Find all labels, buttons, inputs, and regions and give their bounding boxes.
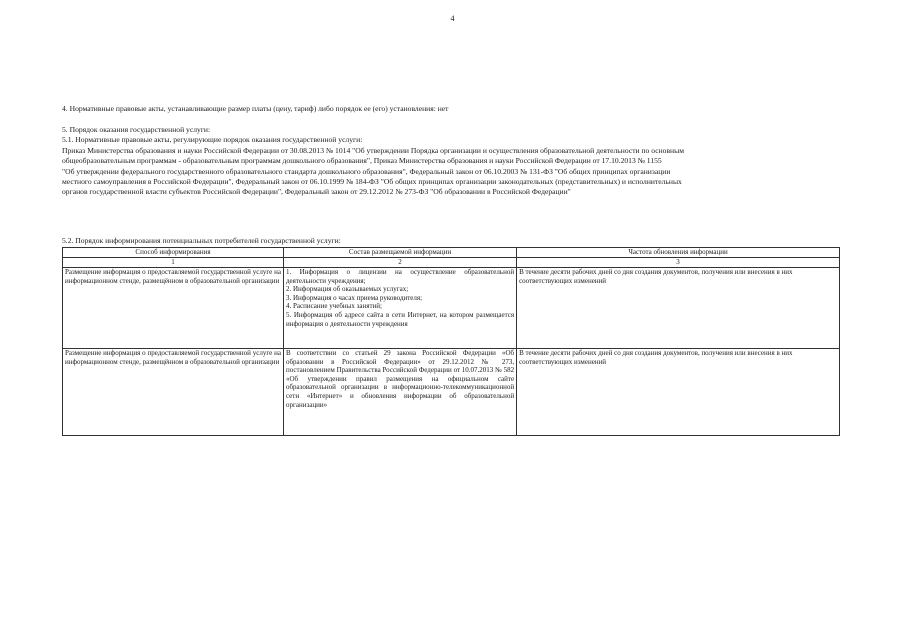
content-item: 1. Информация о лицензии на осуществление образовательной деятельности учреждения; (285, 268, 515, 285)
regulation-line: органов государственной власти субъектов Российской Федерации", Федеральный закон от 29.12.2012 № 273-ФЗ "Об образовании в Российской Федерации" (62, 187, 571, 197)
column-number-row (63, 258, 840, 268)
table-row (63, 268, 840, 349)
content-item: 3. Информация о часах приема руководителя; (285, 293, 423, 302)
section-5-2-heading: 5.2. Порядок информирования потенциальных потребителей государственной услуги: (62, 236, 341, 245)
section-5 (62, 125, 852, 198)
section-4-text: 4. Нормативные правовые акты, устанавливающие размер платы (цену, тариф) либо порядок ее (его) установления: нет (62, 104, 449, 113)
frequency-cell: В течение десяти рабочих дней со дня создания документов, получения или внесения в них соответствующих изменений (517, 349, 840, 436)
column-number: 1 (63, 258, 284, 268)
content-item: 2. Информация об оказываемых услугах; (285, 285, 409, 294)
column-number: 2 (283, 258, 516, 268)
content-item: 5. Информация об адресе сайта в сети Интернет, на котором размещается информация о деятельности учреждения (285, 310, 515, 328)
content-cell: В соответствии со статьей 29 закона Российской Федерации «Об образовании в Российской Федерации» от 29.12.2012 № 273, постановлением Правительства Российской Федерации от 10.07.2013 № 582 «Об утверждении правил размещения на официальном сайте образовательной организации в информационно-телекоммуникационной сети «Интернет» и обновления информации об образовательной организации» (283, 349, 516, 436)
section-5-heading: 5. Порядок оказания государственной услуги: (62, 125, 211, 134)
page-number: 4 (450, 14, 455, 23)
regulation-line: "Об утверждении федерального государственного образовательного стандарта дошкольного образования", Федеральный закон от 06.10.2003 № 131-ФЗ "Об общих принципах организации (62, 166, 671, 176)
column-header-method: Способ информирования (63, 248, 284, 258)
table-header-row (63, 248, 840, 258)
column-header-content: Состав размещаемой информации (283, 248, 516, 258)
regulation-line: Приказ Министерства образования и науки Российской Федерации от 30.08.2013 № 1014 "Об утверждении Порядка организации и осуществления образовательной деятельности по основным (62, 145, 685, 155)
regulation-line: местного самоуправления в Российской Федерации", Федеральный закон от 06.10.1999 № 184-ФЗ "Об общих принципах организации законодательных (представительных) и исполнительных (62, 177, 682, 187)
informing-table (62, 247, 840, 436)
section-5-1-heading: 5.1. Нормативные правовые акты, регулирующие порядок оказания государственной услуги: (62, 135, 363, 145)
table-row (63, 349, 840, 436)
content-item: 4. Расписание учебных занятий; (285, 302, 382, 311)
method-cell: Размещение информация о предоставляемой государственной услуге на информационном стенде, размещённом в образовательной организации (63, 349, 284, 436)
method-cell: Размещение информация о предоставляемой государственной услуге на информационном стенде, размещённом в образовательной организации (63, 268, 284, 349)
content-cell (283, 268, 516, 349)
regulation-line: общеобразовательным программам - образовательным программам дошкольного образования", Приказ Министерства образования и науки Российской Федерации от 17.10.2013 № 1155 (62, 156, 662, 166)
column-header-frequency: Частота обновления информации (517, 248, 840, 258)
column-number: 3 (517, 258, 840, 268)
frequency-cell: В течение десяти рабочих дней со дня создания документов, получения или внесения в них соответствующих изменений (517, 268, 840, 349)
